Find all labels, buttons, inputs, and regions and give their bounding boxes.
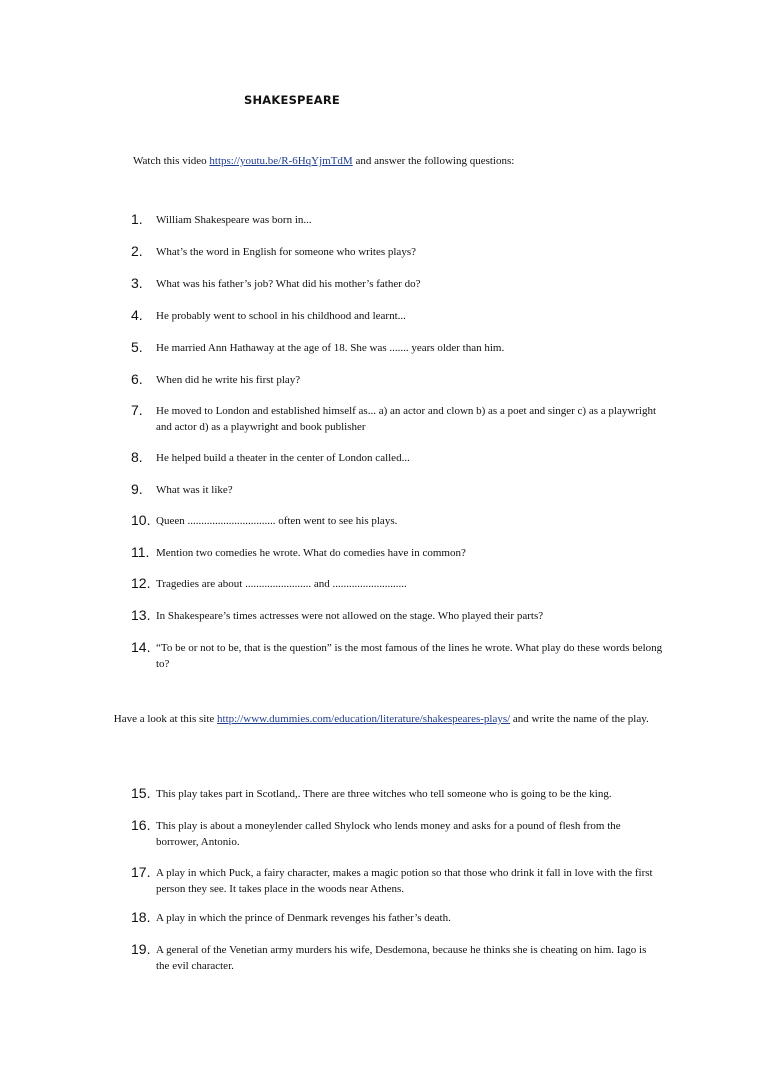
question-item <box>131 545 671 561</box>
question-number: 17. <box>131 864 151 880</box>
site-instruction-after: and write the name of the play. <box>510 713 649 725</box>
question-text: What was it like? <box>156 484 233 496</box>
question-item <box>131 372 671 388</box>
question-text: Tragedies are about ........................ and ........................... <box>156 578 407 590</box>
site-instruction-before: Have a look at this site <box>113 713 218 725</box>
question-number: 8. <box>131 449 143 465</box>
intro-paragraph <box>133 153 514 169</box>
question-item <box>131 403 671 435</box>
intro-after: and answer the following questions: <box>352 155 515 167</box>
question-item <box>131 942 661 974</box>
question-number: 3. <box>131 275 143 291</box>
question-item <box>131 450 671 466</box>
question-number: 16. <box>131 817 151 833</box>
question-text: He moved to London and established himself as... a) an actor and clown b) as a poet and singer c) as a playwright and actor d) as a playwright and book publisher <box>156 405 657 433</box>
question-number: 18. <box>131 909 151 925</box>
question-text: He married Ann Hathaway at the age of 18. She was ....... years older than him. <box>156 342 505 354</box>
question-item <box>131 640 671 672</box>
question-item <box>131 786 651 802</box>
question-item <box>131 818 661 850</box>
question-number: 7. <box>131 402 143 418</box>
question-text: What was his father’s job? What did his mother’s father do? <box>156 278 421 290</box>
question-text: Mention two comedies he wrote. What do comedies have in common? <box>156 547 466 559</box>
question-item <box>131 576 671 592</box>
question-number: 11. <box>131 544 150 560</box>
question-text: A general of the Venetian army murders his wife, Desdemona, because he thinks she is cheating on him. Iago is the evil character. <box>156 944 647 972</box>
question-number: 15. <box>131 785 151 801</box>
question-number: 2. <box>131 243 143 259</box>
question-text: When did he write his first play? <box>156 374 301 386</box>
site-link[interactable]: http://www.dummies.com/education/literature/shakespeares-plays/ <box>217 713 511 725</box>
question-text: This play takes part in Scotland,. There are three witches who tell someone who is going to be the king. <box>156 788 612 800</box>
question-item <box>131 865 661 897</box>
question-item <box>131 482 671 498</box>
question-number: 4. <box>131 307 143 323</box>
page-title: SHAKESPEARE <box>244 93 340 107</box>
question-number: 5. <box>131 339 143 355</box>
question-number: 9. <box>131 481 143 497</box>
question-text: A play in which Puck, a fairy character, makes a magic potion so that those who drink it fall in love with the first person they see. It takes place in the woods near Athens. <box>156 867 653 895</box>
question-text: A play in which the prince of Denmark revenges his father’s death. <box>156 912 451 924</box>
question-text: William Shakespeare was born in... <box>156 214 312 226</box>
question-number: 13. <box>131 607 151 623</box>
question-text: He helped build a theater in the center of London called... <box>156 452 410 464</box>
question-text: He probably went to school in his childhood and learnt... <box>156 310 406 322</box>
question-item <box>131 608 671 624</box>
question-item <box>131 513 671 529</box>
question-number: 19. <box>131 941 151 957</box>
question-number: 6. <box>131 371 143 387</box>
question-text: Queen ................................ often went to see his plays. <box>156 515 398 527</box>
question-text: What’s the word in English for someone who writes plays? <box>156 246 416 258</box>
video-link[interactable]: https://youtu.be/R-6HqYjmTdM <box>209 155 353 167</box>
question-number: 12. <box>131 575 151 591</box>
question-item <box>131 212 671 228</box>
question-item <box>131 308 671 324</box>
question-text: “To be or not to be, that is the question” is the most famous of the lines he wrote. What play do these words belong to? <box>156 642 663 670</box>
question-item <box>131 910 661 926</box>
site-instruction-paragraph <box>111 711 656 727</box>
question-text: This play is about a moneylender called Shylock who lends money and asks for a pound of flesh from the borrower, Antonio. <box>156 820 621 848</box>
question-item <box>131 244 671 260</box>
question-number: 14. <box>131 639 151 655</box>
question-item <box>131 340 671 356</box>
intro-before: Watch this video <box>133 155 210 167</box>
question-text: In Shakespeare’s times actresses were not allowed on the stage. Who played their parts? <box>156 610 544 622</box>
question-number: 10. <box>131 512 151 528</box>
question-number: 1. <box>131 211 143 227</box>
question-item <box>131 276 671 292</box>
